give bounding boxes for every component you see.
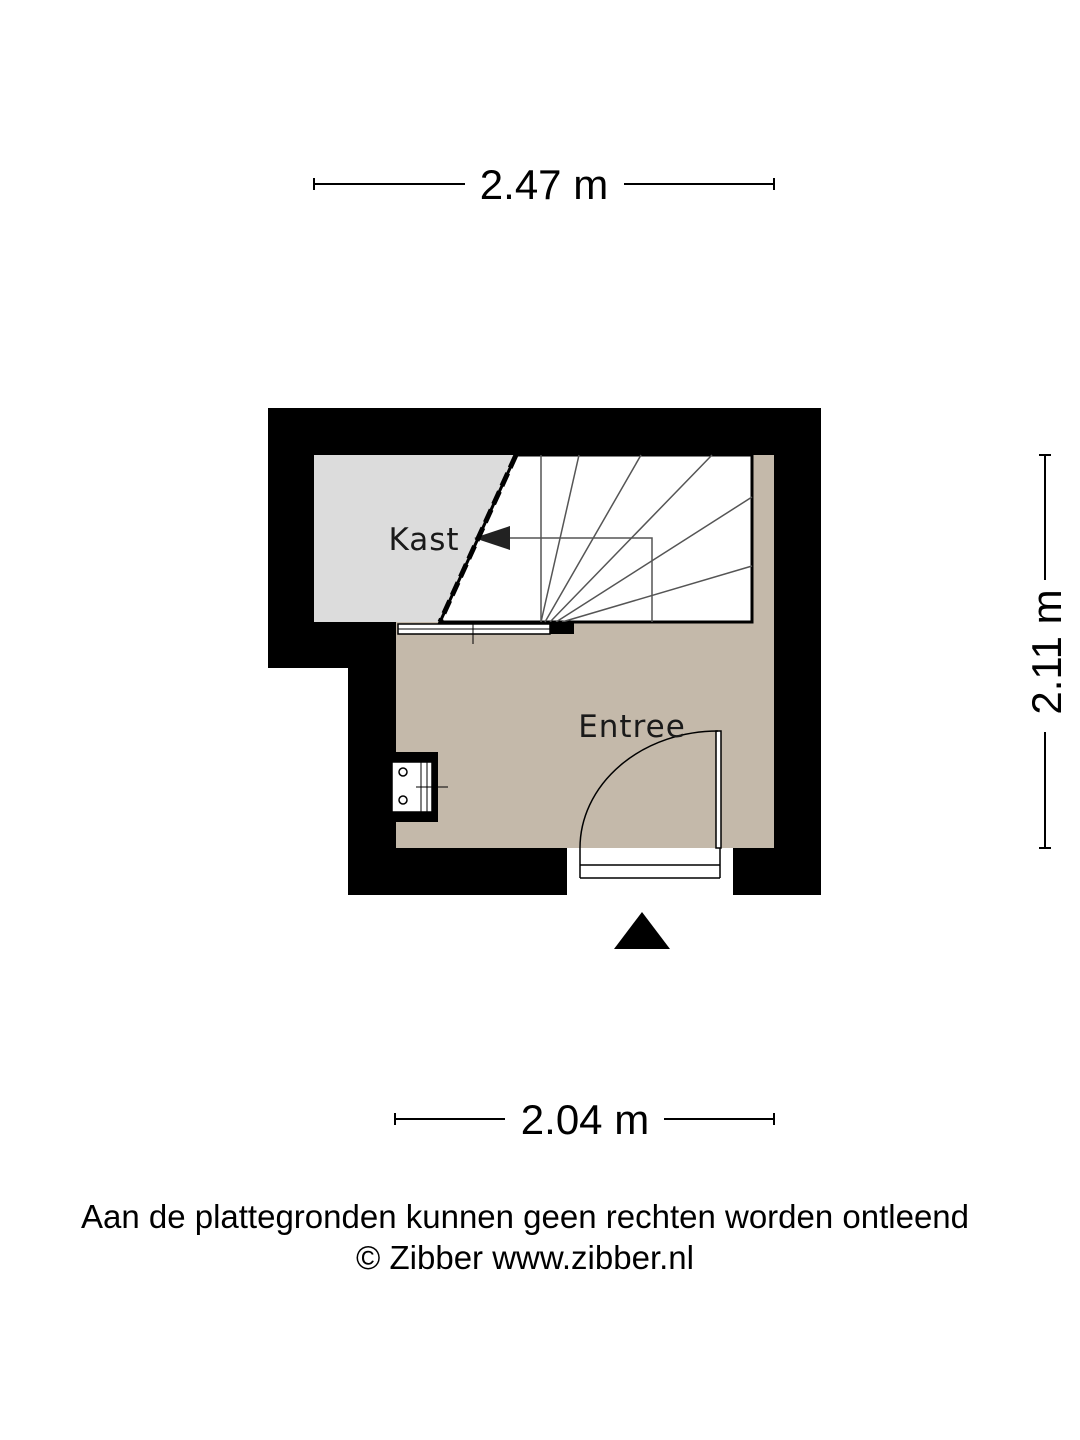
bottom-dimension [395,1096,774,1143]
copyright-text: © Zibber www.zibber.nl [356,1239,694,1276]
bottom-dimension-label: 2.04 m [520,1096,650,1143]
disclaimer-text: Aan de plattegronden kunnen geen rechten worden ontleend [80,1198,970,1235]
top-dimension-label: 2.47 m [479,161,609,208]
right-dimension-label: 2.11 m [1023,589,1070,715]
entrance-marker-icon [614,912,670,949]
right-dimension [1023,455,1070,848]
interior-wall [314,622,396,634]
entrance-label: Entree [578,709,686,745]
closet-label: Kast [388,522,460,558]
top-dimension [314,161,774,208]
